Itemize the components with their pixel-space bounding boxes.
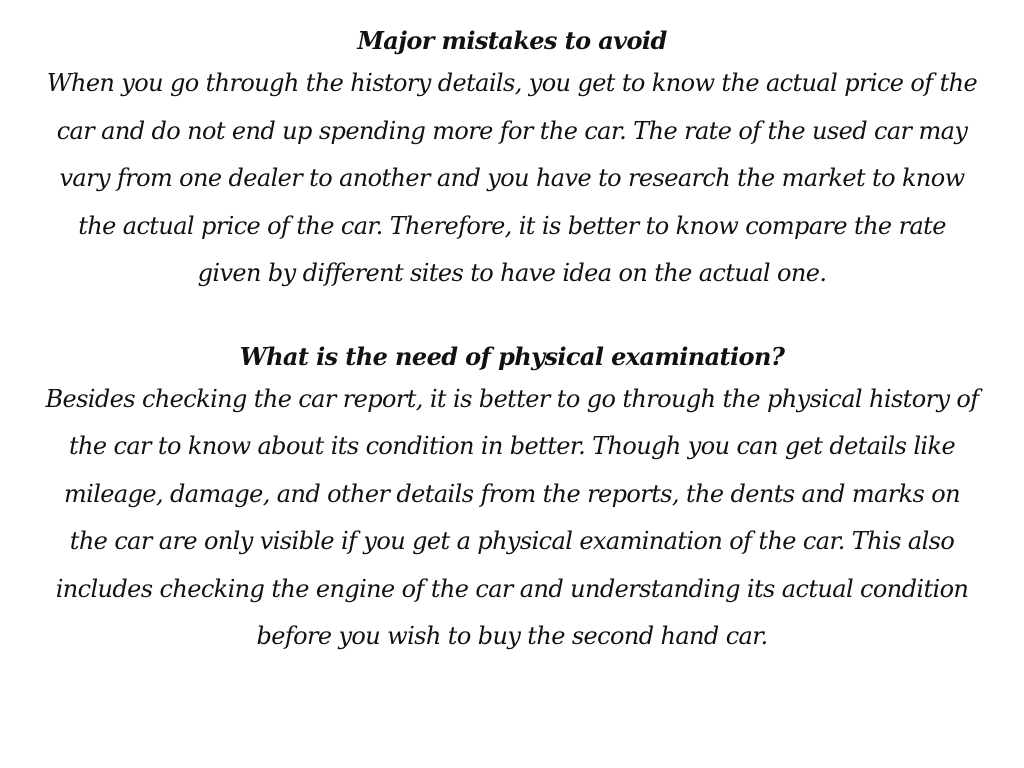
section-spacer — [44, 298, 980, 338]
section-physical-examination — [44, 338, 980, 661]
section-heading: What is the need of physical examination? — [239, 341, 785, 371]
section-major-mistakes — [44, 22, 980, 298]
section-body: When you go through the history details, you get to know the actual price of the car and do not end up spending more for the car. The rate of the used car may vary from one dealer to another and you have to research the market to know the actual price of the car. Therefore, it is better to know compare the rate given by different sites to have idea on the actual one. — [46, 69, 978, 287]
section-heading: Major mistakes to avoid — [357, 26, 667, 55]
section-body: Besides checking the car report, it is better to go through the physical history of the car to know about its condition in better. Though you can get details like mileage, damage, and other details from the reports, the dents and marks on the car are only visible if you get a physical examination of the car. This also includes checking the engine of the car and understanding its actual condition before you wish to buy the second hand car. — [45, 384, 979, 650]
